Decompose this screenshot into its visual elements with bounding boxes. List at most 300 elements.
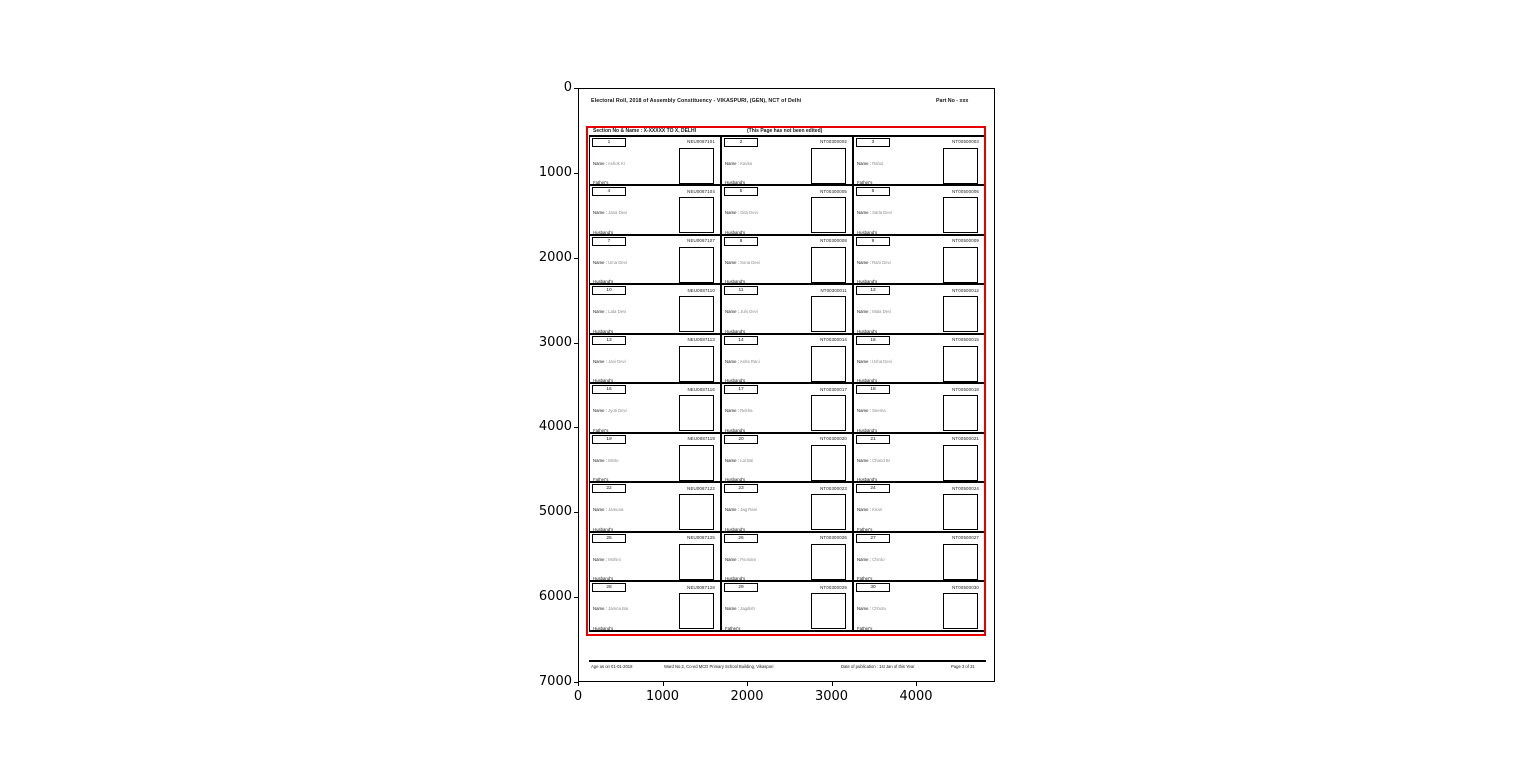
voter-details [857, 544, 943, 582]
serial-number: 17 [738, 387, 744, 392]
voter-name-line [725, 161, 811, 167]
photo-placeholder [679, 346, 714, 382]
photo-placeholder [811, 445, 846, 481]
epic-number: NT00300029 [820, 584, 847, 590]
voter-card [854, 285, 986, 335]
voter-card [722, 533, 854, 583]
relation-type: Husband's [857, 279, 878, 285]
epic-number: NT00300005 [820, 188, 847, 194]
relation-type: Husband's [725, 328, 746, 334]
voter-name: Lata Devi [608, 309, 627, 315]
relation-type: Husband's [725, 526, 746, 532]
relation-type: Husband's [857, 229, 878, 235]
voter-name: Mohini [608, 556, 621, 562]
plot-area [578, 88, 995, 682]
voter-details [857, 445, 943, 483]
voter-card [590, 137, 722, 187]
y-tick-label: 4000 [538, 419, 572, 435]
relation-type: Husband's [593, 328, 614, 334]
voter-name: Mala Devi [872, 309, 892, 315]
serial-number-box [724, 138, 758, 147]
x-tick-label: 4000 [899, 689, 933, 704]
y-tick-label: 7000 [538, 674, 572, 689]
serial-number: 5 [739, 189, 743, 194]
voter-name-line [857, 210, 943, 216]
serial-number-box [724, 534, 758, 543]
epic-number: NEU0087113 [687, 337, 715, 342]
epic-number: NT00300017 [820, 386, 847, 392]
voter-details [857, 198, 943, 236]
relation-type: Father's [857, 576, 873, 582]
epic-number: NT00300011 [820, 287, 847, 293]
epic-number: NEU0087125 [687, 535, 715, 540]
serial-number: 13 [606, 337, 612, 343]
serial-number-box [724, 583, 758, 592]
serial-number-box [724, 435, 758, 444]
name-label: Name : [593, 408, 607, 414]
photo-placeholder [943, 593, 978, 629]
document-title: Electoral Roll, 2018 of Assembly Constituency - VIKASPURI, (GEN), NCT of Delhi [591, 98, 802, 104]
voter-card [722, 434, 854, 484]
voter-name-line [857, 408, 943, 414]
serial-number-box [856, 336, 890, 345]
serial-number: 25 [606, 535, 612, 541]
voter-details [593, 297, 679, 335]
voter-table [589, 135, 986, 632]
voter-name-line [857, 309, 943, 315]
voter-details [725, 198, 811, 236]
name-label: Name : [593, 210, 607, 216]
voter-name-line [725, 260, 811, 266]
name-label: Name : [857, 606, 871, 612]
photo-placeholder [943, 346, 978, 382]
serial-number-box [592, 583, 626, 592]
relation-type: Husband's [725, 477, 746, 483]
voter-details [857, 148, 943, 186]
voter-details [593, 346, 679, 384]
voter-name: Minto [608, 457, 619, 463]
serial-number-box [856, 187, 890, 196]
relation-type: Husband's [857, 477, 878, 483]
epic-number: NEU0087110 [687, 287, 715, 293]
voter-card [590, 582, 722, 632]
photo-placeholder [811, 593, 846, 629]
voter-card [590, 236, 722, 286]
y-tick-label: 2000 [538, 249, 572, 265]
serial-number: 26 [738, 535, 744, 541]
voter-name-line [725, 458, 811, 464]
photo-placeholder [679, 148, 714, 184]
relation-type: Husband's [593, 526, 614, 532]
voter-name-line [725, 408, 811, 414]
voter-name: Chinto [872, 556, 885, 562]
voter-name: Chand Bi [872, 457, 890, 463]
serial-number-box [592, 286, 626, 295]
voter-name-line [593, 161, 679, 167]
voter-card [722, 285, 854, 335]
voter-name: Kavita [740, 160, 753, 166]
voter-name: Kiran [872, 507, 883, 513]
relation-type: Husband's [725, 378, 746, 384]
relation-type: Husband's [725, 229, 746, 235]
serial-number: 22 [606, 486, 612, 491]
photo-placeholder [679, 445, 714, 481]
epic-number: NEU0087122 [687, 485, 715, 491]
voter-name: Sarla Devi [872, 210, 892, 216]
voter-card [590, 533, 722, 583]
epic-number: NT00300023 [820, 485, 847, 491]
voter-card [722, 186, 854, 236]
photo-placeholder [679, 593, 714, 629]
name-label: Name : [593, 358, 607, 364]
voter-name-line [593, 260, 679, 266]
relation-type: Father's [857, 526, 873, 532]
relation-type: Husband's [593, 625, 614, 631]
voter-card [854, 434, 986, 484]
serial-number-box [856, 286, 890, 295]
relation-type: Father's [857, 180, 873, 186]
voter-details [593, 445, 679, 483]
relation-type: Father's [857, 625, 873, 631]
name-label: Name : [725, 408, 739, 414]
voter-name: Jagdish [740, 606, 755, 612]
voter-details [725, 396, 811, 434]
name-label: Name : [857, 160, 871, 166]
voter-name-line [857, 557, 943, 563]
relation-type: Husband's [725, 180, 746, 186]
photo-placeholder [679, 296, 714, 332]
epic-number: NEU0087116 [687, 386, 715, 392]
serial-number: 1 [607, 139, 611, 145]
voter-details [725, 297, 811, 335]
photo-placeholder [943, 247, 978, 283]
photo-placeholder [811, 296, 846, 332]
epic-number: NT00300008 [820, 238, 847, 243]
epic-number: NT00500021 [952, 436, 979, 441]
serial-number-box [724, 237, 758, 246]
y-tick-label: 6000 [538, 589, 572, 605]
voter-card [590, 483, 722, 533]
voter-name-line [725, 309, 811, 315]
voter-details [857, 297, 943, 335]
footer-polling-station: Ward No.2, Co-ed MCD Primary School Building, Vikaspuri [664, 663, 774, 669]
name-label: Name : [725, 160, 739, 166]
serial-number: 18 [870, 387, 876, 392]
serial-number-box [856, 484, 890, 493]
y-tick-label: 5000 [538, 504, 572, 520]
voter-card [854, 137, 986, 187]
footer-divider [589, 660, 986, 662]
voter-name: Asha Rani [739, 358, 760, 364]
photo-placeholder [679, 544, 714, 580]
name-label: Name : [593, 457, 607, 463]
photo-placeholder [679, 197, 714, 233]
relation-type: Husband's [725, 279, 746, 285]
x-tick-label: 0 [573, 689, 583, 704]
serial-number-box [592, 336, 626, 345]
voter-name: Jani Devi [608, 358, 626, 364]
serial-number-box [724, 484, 758, 493]
serial-number: 6 [871, 189, 875, 194]
voter-details [857, 495, 943, 533]
serial-number-box [724, 385, 758, 394]
relation-type: Husband's [725, 427, 746, 433]
serial-number: 8 [739, 238, 743, 244]
relation-type: Husband's [725, 576, 746, 582]
epic-number: NT00500012 [952, 287, 979, 293]
name-label: Name : [593, 556, 607, 562]
photo-placeholder [679, 395, 714, 431]
serial-number-box [724, 187, 758, 196]
epic-number: NEU0087119 [687, 436, 715, 441]
epic-number: NT00500027 [952, 535, 979, 540]
serial-number: 15 [870, 337, 876, 343]
photo-placeholder [811, 494, 846, 530]
epic-number: NT00300020 [820, 436, 847, 441]
voter-name: Rahul [872, 160, 884, 166]
voter-card [722, 582, 854, 632]
name-label: Name : [857, 210, 871, 216]
voter-card [854, 335, 986, 385]
name-label: Name : [725, 309, 739, 315]
voter-card [854, 582, 986, 632]
voter-details [593, 594, 679, 632]
photo-placeholder [943, 197, 978, 233]
photo-placeholder [943, 148, 978, 184]
voter-name-line [857, 260, 943, 266]
relation-type: Husband's [593, 229, 614, 235]
voter-name: Poonam [740, 556, 757, 562]
voter-name-line [593, 458, 679, 464]
photo-placeholder [811, 395, 846, 431]
photo-placeholder [943, 544, 978, 580]
voter-details [857, 396, 943, 434]
voter-card [590, 384, 722, 434]
voter-details [857, 346, 943, 384]
voter-name-line [857, 507, 943, 513]
serial-number-box [856, 435, 890, 444]
epic-number: NEU0087101 [687, 139, 715, 144]
voter-name: Uma Devi [608, 259, 627, 265]
voter-details [593, 544, 679, 582]
photo-placeholder [811, 197, 846, 233]
x-tick-mark [916, 682, 917, 686]
name-label: Name : [593, 160, 607, 166]
serial-number-box [856, 237, 890, 246]
serial-number: 29 [738, 585, 744, 590]
serial-number: 14 [738, 337, 744, 343]
voter-name-line [593, 557, 679, 563]
voter-details [593, 148, 679, 186]
name-label: Name : [593, 507, 607, 513]
voter-name-line [857, 359, 943, 365]
name-label: Name : [857, 309, 871, 315]
serial-number: 19 [606, 436, 612, 442]
voter-card [590, 434, 722, 484]
voter-name-line [857, 606, 943, 612]
voter-name: Rani Devi [872, 259, 891, 265]
name-label: Name : [725, 606, 739, 612]
voter-name-line [593, 210, 679, 216]
photo-placeholder [811, 148, 846, 184]
serial-number-box [592, 534, 626, 543]
voter-name: Lal Bai [740, 457, 754, 463]
x-tick-label: 2000 [730, 689, 764, 704]
epic-number: NT00300026 [820, 535, 847, 540]
voter-card [854, 483, 986, 533]
x-tick-mark [832, 682, 833, 686]
voter-name: Seema [872, 408, 886, 414]
relation-type: Husband's [593, 576, 614, 582]
name-label: Name : [857, 358, 871, 364]
epic-number: NT00300002 [820, 139, 847, 144]
epic-number: NT00500009 [952, 238, 979, 243]
footer-publication-note: Date of publication : 1st Jan of this Year [841, 663, 915, 669]
epic-number: NT00500006 [952, 188, 979, 194]
voter-card [722, 236, 854, 286]
relation-type: Father's [593, 180, 609, 186]
name-label: Name : [857, 408, 871, 414]
epic-number: NT00500024 [952, 485, 979, 491]
serial-number: 21 [870, 436, 876, 442]
voter-name-line [725, 557, 811, 563]
voter-details [593, 396, 679, 434]
voter-name-line [593, 606, 679, 612]
voter-card [590, 186, 722, 236]
voter-name-line [857, 161, 943, 167]
name-label: Name : [725, 556, 739, 562]
serial-number-box [592, 187, 626, 196]
serial-number: 28 [606, 585, 612, 590]
voter-name: Jyoti Devi [608, 408, 627, 414]
name-label: Name : [725, 457, 739, 463]
epic-number: NEU0087128 [687, 584, 715, 590]
serial-number: 20 [738, 436, 744, 442]
voter-card [854, 236, 986, 286]
serial-number: 27 [870, 535, 876, 541]
voter-name: Jana Devi [608, 210, 628, 216]
voter-details [725, 346, 811, 384]
voter-name: Ashok Kr [607, 160, 626, 166]
voter-details [725, 594, 811, 632]
voter-name-line [593, 507, 679, 513]
page-edit-note: (This Page has not been edited) [747, 128, 823, 134]
serial-number-box [856, 583, 890, 592]
serial-number: 3 [871, 139, 875, 145]
serial-number: 7 [607, 238, 611, 244]
voter-name-line [725, 359, 811, 365]
name-label: Name : [857, 457, 871, 463]
serial-number-box [856, 385, 890, 394]
epic-number: NT00500003 [952, 139, 979, 144]
voter-card [722, 137, 854, 187]
voter-name-line [593, 359, 679, 365]
serial-number: 12 [870, 288, 876, 293]
voter-name-line [725, 210, 811, 216]
serial-number-box [592, 435, 626, 444]
name-label: Name : [857, 507, 871, 513]
voter-details [857, 594, 943, 632]
voter-details [593, 198, 679, 236]
photo-placeholder [811, 346, 846, 382]
x-tick-mark [747, 682, 748, 686]
voter-details [725, 247, 811, 285]
serial-number-box [592, 385, 626, 394]
relation-type: Husband's [857, 427, 878, 433]
voter-details [593, 247, 679, 285]
serial-number: 4 [607, 189, 611, 194]
photo-placeholder [811, 247, 846, 283]
epic-number: NT00500030 [952, 584, 979, 590]
photo-placeholder [811, 544, 846, 580]
serial-number: 10 [606, 288, 612, 293]
voter-card [854, 384, 986, 434]
epic-number: NT00500015 [952, 337, 979, 342]
serial-number: 11 [738, 288, 744, 293]
y-tick-label: 0 [563, 80, 572, 95]
voter-card [722, 384, 854, 434]
name-label: Name : [593, 606, 607, 612]
footer-page-number: Page 3 of 31 [951, 663, 975, 669]
y-tick-label: 3000 [538, 334, 572, 350]
serial-number: 23 [738, 486, 744, 491]
x-tick-label: 1000 [645, 689, 680, 704]
x-tick-mark [663, 682, 664, 686]
epic-number: NEU0087104 [687, 188, 715, 194]
photo-placeholder [943, 494, 978, 530]
voter-details [857, 247, 943, 285]
relation-type: Husband's [857, 328, 878, 334]
serial-number: 24 [870, 486, 876, 491]
voter-card [722, 335, 854, 385]
relation-type: Father's [593, 427, 609, 433]
serial-number-box [724, 336, 758, 345]
photo-placeholder [943, 445, 978, 481]
voter-name: Jamuna [608, 507, 624, 513]
relation-type: Husband's [593, 279, 614, 285]
epic-number: NT00300014 [820, 337, 847, 342]
photo-placeholder [943, 296, 978, 332]
voter-name: Jag Rani [740, 507, 758, 513]
voter-name-line [857, 458, 943, 464]
voter-card [854, 533, 986, 583]
photo-placeholder [679, 247, 714, 283]
voter-name: Rekha [740, 408, 753, 414]
epic-number: NEU0087107 [687, 238, 715, 243]
voter-card [854, 186, 986, 236]
voter-details [725, 495, 811, 533]
relation-type: Father's [725, 625, 741, 631]
voter-name-line [593, 408, 679, 414]
serial-number: 30 [870, 585, 876, 590]
serial-number: 2 [739, 139, 743, 145]
y-tick-label: 1000 [538, 164, 572, 180]
voter-name: Juhi Devi [740, 309, 758, 315]
name-label: Name : [725, 358, 739, 364]
y-tick-mark [574, 682, 578, 683]
serial-number-box [592, 237, 626, 246]
x-tick-mark [578, 682, 579, 686]
voter-name: Gita Devi [740, 210, 758, 216]
serial-number: 16 [606, 387, 612, 392]
serial-number-box [856, 138, 890, 147]
photo-placeholder [943, 395, 978, 431]
voter-details [593, 495, 679, 533]
photo-placeholder [679, 494, 714, 530]
relation-type: Husband's [593, 378, 614, 384]
epic-number: NT00500018 [952, 386, 979, 392]
section-name-heading: Section No & Name : X-XXXXX TO X, DELHI [593, 128, 696, 134]
